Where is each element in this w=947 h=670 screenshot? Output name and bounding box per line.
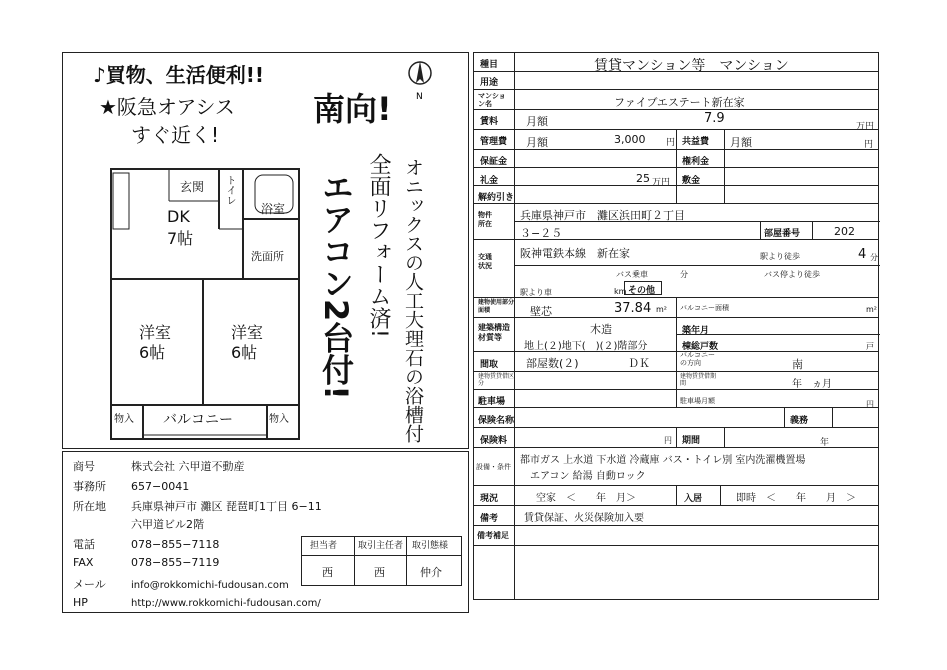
- floorplan-bath: 浴室: [261, 202, 286, 216]
- rent-monthly: 月額: [526, 115, 548, 128]
- parking-label: 駐車場: [478, 397, 506, 407]
- area-label: 建物使用部分面積: [478, 299, 515, 314]
- area-value: 37.84: [614, 301, 652, 316]
- type-value: 賃貸マンション等 マンション: [594, 58, 789, 74]
- walk-unit: 分: [870, 253, 878, 262]
- layout-type: ＤＫ: [628, 357, 650, 370]
- mgmt-value: 3,000: [614, 133, 646, 146]
- company-mail-link[interactable]: info@rokkomichi-fudousan.com: [131, 580, 289, 591]
- area-type: 壁芯: [530, 305, 552, 318]
- promo-line3: すぐ近く!: [131, 123, 220, 147]
- movein-label: 入居: [684, 494, 703, 504]
- company-hp-link[interactable]: http://www.rokkomichi-fudousan.com/: [131, 598, 321, 609]
- insurer-label: 保険名称: [478, 416, 515, 426]
- property-form: [473, 52, 879, 600]
- period-unit: 年: [820, 438, 830, 448]
- floorplan-room1-size: 6帖: [139, 343, 166, 362]
- floorplan-toilet: トイレ: [224, 175, 235, 205]
- bus-label: バス乗車: [616, 270, 648, 279]
- status-value: 空家 ＜ 年 月＞: [536, 493, 636, 504]
- station-unit: km: [614, 287, 627, 296]
- location-value1: 兵庫県神戸市 灘区浜田町２丁目: [520, 209, 685, 222]
- rent-value: 7.9: [704, 111, 725, 126]
- common-unit: 円: [864, 140, 874, 150]
- facilities-value2: エアコン 給湯 自動ロック: [530, 471, 646, 482]
- flyer-panel: [62, 52, 469, 449]
- floorplan-room2: 洋室: [231, 323, 264, 342]
- floorplan-dk: DK: [167, 207, 190, 226]
- bus-unit: 分: [680, 270, 688, 279]
- status-label: 現況: [480, 494, 499, 504]
- company-trade-row: 商号 株式会社 六甲道不動産: [73, 460, 245, 473]
- transport-label: 交通状況: [478, 253, 492, 270]
- reikin-label: 礼金: [480, 176, 499, 186]
- reikin-unit: 万円: [652, 178, 671, 188]
- station-label: 駅より車: [520, 288, 552, 297]
- bus-walk-label: バス停より徒歩: [764, 270, 820, 279]
- area-unit: m²: [656, 305, 667, 314]
- total-units-label: 棟総戸数: [682, 342, 719, 352]
- use-label: 用途: [480, 78, 499, 88]
- transport-line: 阪神電鉄本線 新在家: [520, 247, 630, 260]
- reikin-value: 25: [636, 172, 650, 185]
- common-monthly: 月額: [730, 136, 752, 149]
- balcony-area-label: バルコニー面積: [680, 304, 729, 312]
- movein-value: 即時 ＜ 年 月 ＞: [736, 493, 856, 504]
- floorplan-entrance: 玄関: [180, 180, 205, 194]
- layout-rooms: 部屋数(２): [526, 357, 579, 370]
- compass-n-label: N: [416, 92, 423, 99]
- promo-line1: ♪買物、生活便利!!: [93, 63, 265, 87]
- staff-header-person: 担当者: [310, 541, 338, 551]
- staff-header-agent: 取引主任者: [358, 541, 404, 551]
- staff-value-person: 西: [322, 566, 333, 579]
- layout-label: 間取: [480, 360, 499, 370]
- floorplan-room1: 洋室: [139, 323, 172, 342]
- structure-value: 木造: [590, 323, 612, 336]
- company-mail-row: メール info@rokkomichi-fudousan.com: [73, 578, 289, 591]
- facing-south: 南向!: [313, 90, 392, 128]
- lease-class-label: 建物賃貸借区分: [478, 373, 515, 387]
- company-address-row: 所在地 兵庫県神戸市 灘区 琵琶町1丁目 6−11: [73, 500, 322, 513]
- walk-value: 4: [858, 247, 867, 262]
- company-fax-row: FAX 078−855−7119: [73, 556, 220, 569]
- built-label: 築年月: [682, 326, 710, 336]
- structure-label: 建築構造材質等: [478, 323, 510, 342]
- mgmt-label: 管理費: [480, 137, 508, 147]
- floorplan-storage-right: 物入: [269, 414, 289, 425]
- vertical-text-bath: オニックスの人工大理石の浴槽付: [402, 158, 424, 443]
- parking-fee-unit: 円: [866, 400, 874, 409]
- deposit-label: 保証金: [480, 157, 508, 167]
- lease-period-value: 年 ヵ月: [792, 379, 832, 390]
- compass-icon: [407, 59, 433, 99]
- lease-period-label: 建物賃貸借期間: [680, 373, 717, 387]
- staff-value-agent: 西: [374, 566, 385, 579]
- insurance-fee-unit: 円: [664, 436, 672, 445]
- mgmt-unit: 円: [666, 138, 676, 148]
- remarks-value: 賃貸保証、火災保険加入要: [524, 513, 644, 524]
- floorplan-balcony: バルコニー: [163, 412, 233, 428]
- staff-value-type: 仲介: [420, 566, 442, 579]
- room-no-label: 部屋番号: [764, 229, 801, 239]
- staff-header-type: 取引態様: [412, 541, 449, 551]
- rent-label: 賃料: [480, 117, 499, 127]
- remarks2-label: 備考補足: [477, 531, 509, 540]
- room-no-value: 202: [834, 225, 855, 238]
- duty-label: 義務: [790, 416, 809, 426]
- name-label: マンション名: [478, 92, 506, 108]
- period-label: 期間: [682, 436, 701, 446]
- facilities-value1: 都市ガス 上水道 下水道 冷蔵庫 バス・トイレ別 室内洗濯機置場: [520, 455, 806, 466]
- staff-table: [301, 536, 462, 586]
- company-address-row2: 六甲道ビル2階: [131, 518, 204, 531]
- location-label: 物件所在: [478, 211, 492, 228]
- rent-unit: 万円: [856, 122, 875, 132]
- walk-label: 駅より徒歩: [760, 252, 800, 261]
- company-office-row: 事務所 657−0041: [73, 480, 190, 493]
- floors-value: 地上(２)地下( )(２)階部分: [524, 341, 648, 352]
- vertical-text-aircon: エアコン2台付!: [317, 171, 355, 400]
- remarks-label: 備考: [480, 514, 499, 524]
- floorplan-dk-size: 7帖: [167, 229, 194, 248]
- location-value2: ３−２５: [520, 227, 563, 240]
- parking-fee-label: 駐車場月額: [680, 397, 715, 405]
- vertical-text-reform: 全面リフォーム済!: [366, 153, 391, 338]
- mgmt-monthly: 月額: [526, 136, 548, 149]
- company-tel-row: 電話 078−855−7118: [73, 538, 220, 551]
- other-label: その他: [628, 286, 656, 296]
- floorplan-room2-size: 6帖: [231, 343, 258, 362]
- common-label: 共益費: [682, 137, 710, 147]
- company-hp-row: HP http://www.rokkomichi-fudousan.com/: [73, 596, 321, 609]
- shikikin-label: 敷金: [682, 176, 701, 186]
- balcony-area-unit: m²: [866, 305, 877, 314]
- promo-line2: ★阪急オアシス: [99, 95, 235, 119]
- floorplan-storage-left: 物入: [114, 414, 134, 425]
- balcony-dir-value: 南: [792, 358, 803, 371]
- facilities-label: 設備・条件: [476, 463, 511, 471]
- balcony-dir-label: バルコニーの方向: [680, 351, 715, 367]
- company-panel: [62, 451, 469, 613]
- type-label: 種目: [480, 60, 499, 70]
- kaiyaku-label: 解約引き: [478, 193, 515, 203]
- insurance-fee-label: 保険料: [480, 436, 508, 446]
- floorplan-washroom: 洗面所: [251, 250, 284, 263]
- name-value: ファイブエステート新在家: [614, 96, 745, 109]
- total-units-unit: 戸: [866, 342, 874, 351]
- key-money-label: 権利金: [682, 157, 710, 167]
